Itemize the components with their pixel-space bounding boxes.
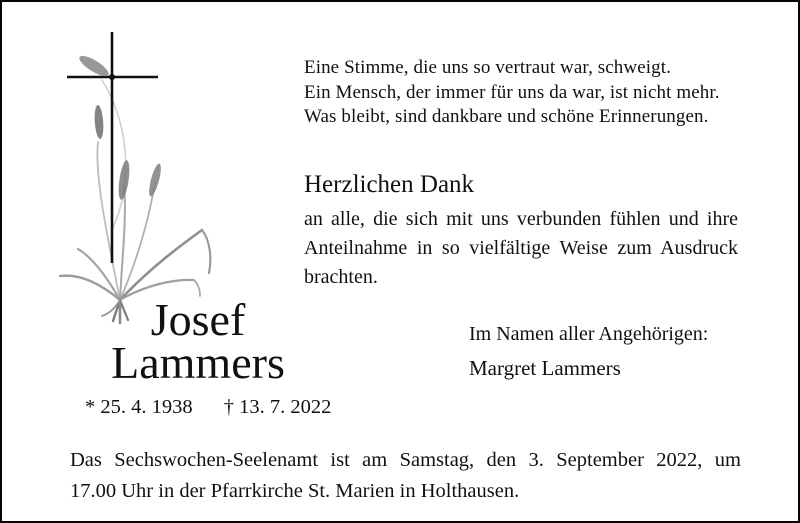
thanks-heading: Herzlichen Dank bbox=[304, 171, 475, 198]
service-info bbox=[70, 445, 741, 506]
deceased-first-name: Josef bbox=[150, 294, 246, 345]
verse-line: Ein Mensch, der immer für uns da war, ist nicht mehr. bbox=[304, 81, 720, 103]
relatives-name: Margret Lammers bbox=[469, 356, 621, 380]
life-dates bbox=[85, 395, 331, 419]
death-date: † 13. 7. 2022 bbox=[223, 396, 332, 418]
verse-block bbox=[304, 56, 764, 130]
deceased-last-name: Lammers bbox=[111, 337, 285, 388]
verse-line: Was bleibt, sind dankbare und schöne Erinnerungen. bbox=[304, 106, 709, 127]
service-info-line: Das Sechswochen-Seelenamt ist am Samstag, den 3. September 2022, um bbox=[70, 449, 741, 471]
birth-date: * 25. 4. 1938 bbox=[85, 396, 193, 418]
thanks-body-line: brachten. bbox=[304, 266, 378, 288]
thanks-body-line: Anteilnahme in so vielfältige Weise zum Ausdruck bbox=[304, 237, 738, 259]
deceased-name bbox=[52, 294, 344, 388]
cross-and-grasses-icon bbox=[40, 18, 260, 330]
thanks-body-line: an alle, die sich mit uns verbunden fühlen und ihre bbox=[304, 208, 738, 230]
service-info-line: 17.00 Uhr in der Pfarrkirche St. Marien in Holthausen. bbox=[70, 479, 520, 502]
relatives-block bbox=[469, 322, 708, 380]
thanks-body bbox=[304, 205, 738, 292]
verse-line: Eine Stimme, die uns so vertraut war, schweigt. bbox=[304, 57, 671, 78]
relatives-intro: Im Namen aller Angehörigen: bbox=[469, 323, 709, 345]
